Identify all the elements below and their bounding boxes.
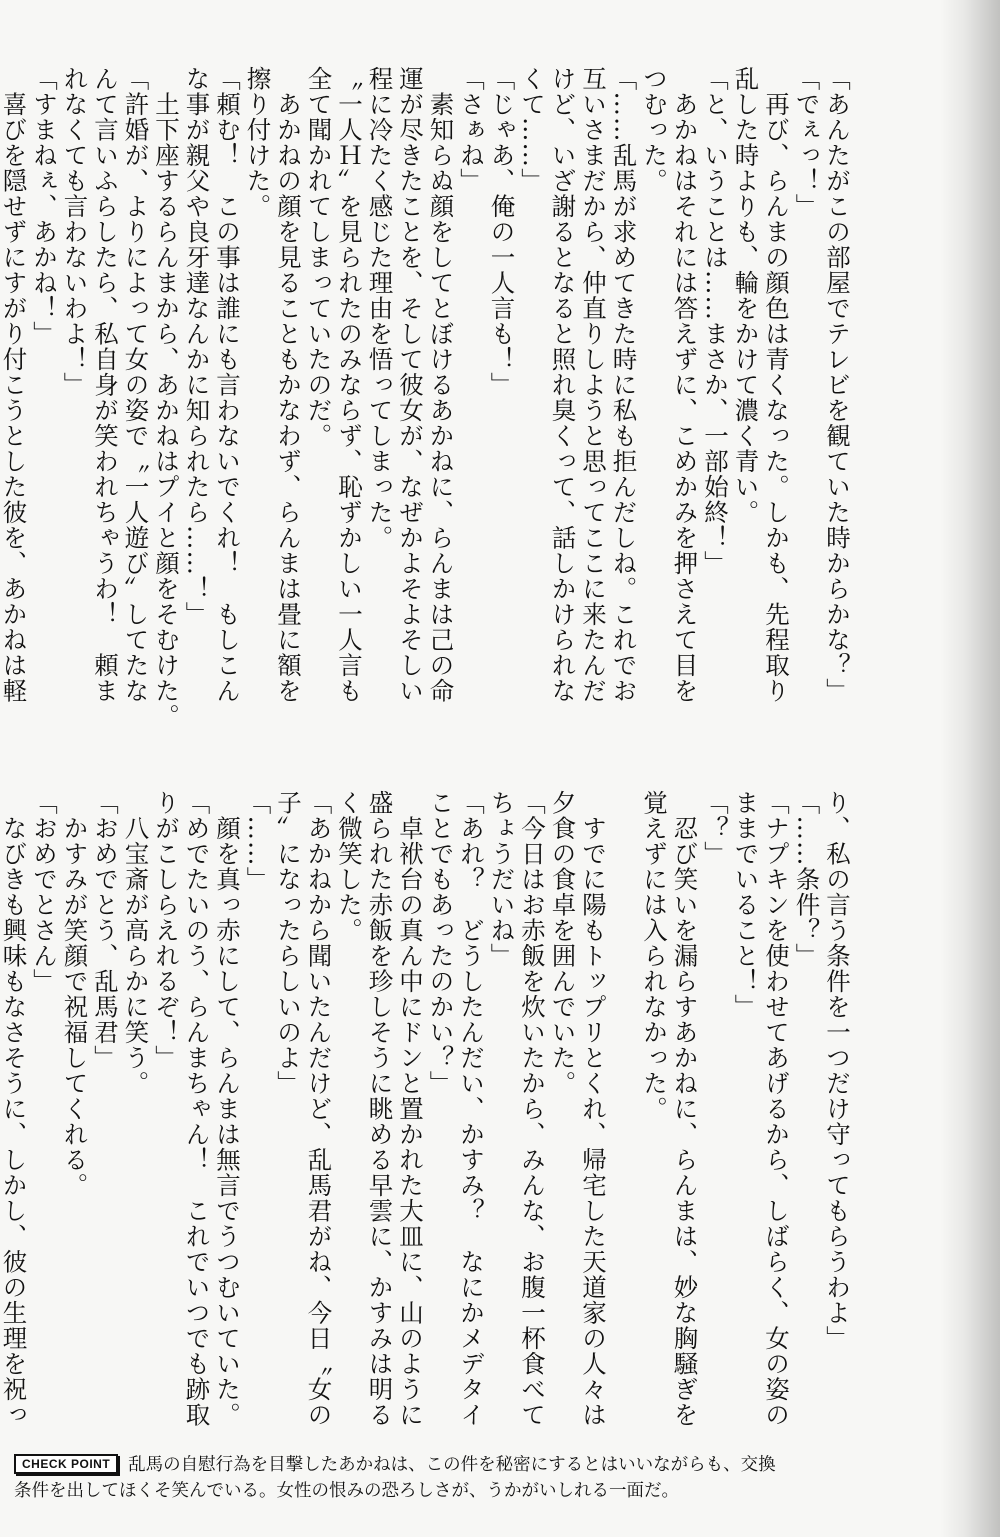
text-line: あかねはそれには答えずに、こめかみを押さえて目を [670, 66, 700, 704]
text-line: ことでもあったのかい？」 [426, 790, 456, 1096]
text-line: りがこしらえれるぞ！」 [152, 790, 181, 1071]
text-line: 「あかねから聞いたんだけど、乱馬君がね、今日〝女の [304, 790, 334, 1428]
text-line: 素知らぬ顔をしてとぼけるあかねに、らんまは己の命 [426, 66, 456, 704]
text-line: 土下座するらんまから、あかねはプイと顔をそむけた。 [152, 66, 181, 729]
text-line: つむった。 [640, 66, 669, 194]
text-line: 「頼む！ この事は誰にも言わないでくれ！ もしこん [213, 66, 242, 704]
text-line: 「？」 [701, 790, 730, 867]
text-line: 覚えずには入られなかった。 [640, 790, 669, 1122]
text-line: あかねの顔を見ることもかなわず、らんまは畳に額を [274, 66, 303, 704]
text-line: 「すまねぇ、あかね！」 [30, 66, 59, 347]
check-point-text-line: 乱馬の自慰行為を目撃したあかねは、この件を秘密にするとはいいながらも、交換 [128, 1455, 776, 1475]
text-line: ままでいること！」 [731, 790, 761, 1020]
check-point-text-line: 条件を出してほくそ笑んでいる。女性の恨みの恐ろしさが、うかがいしれる一面だ。 [14, 1481, 679, 1501]
text-line: 「さぁね」 [457, 66, 486, 194]
text-line: けど、いざ謝るとなると照れ臭くって、話しかけられな [548, 66, 578, 704]
check-point-badge: CHECK POINT [14, 1454, 118, 1474]
text-line: 「あんたがこの部屋でテレビを観ていた時からかな？」 [823, 66, 852, 704]
text-line: 子〟になったらしいのよ」 [274, 790, 303, 1096]
text-line: 「めでたいのう、らんまちゃん！ これでいつでも跡取 [182, 790, 212, 1428]
text-line: 忍び笑いを漏らすあかねに、らんまは、妙な胸騒ぎを [670, 790, 700, 1428]
text-line: 「今日はお赤飯を炊いたから、みんな、お腹一杯食べて [518, 790, 547, 1428]
text-line: 「じゃあ、俺の一人言も！」 [487, 66, 517, 398]
text-line: な事が親父や良牙達なんかに知られたら……！」 [182, 66, 212, 627]
text-line: 「……乱馬が求めてきた時に私も拒んだしね。これでお [609, 66, 639, 704]
text-line: くて……」 [518, 66, 547, 194]
page-edge-shadow [940, 0, 1000, 1537]
text-line: かすみが笑顔で祝福してくれる。 [60, 790, 90, 1198]
text-line: 夕食の食卓を囲んでいた。 [548, 790, 578, 1096]
text-line: 「でぇっ！」 [792, 66, 822, 219]
text-line: なびきも興味もなさそうに、しかし、彼の生理を祝っ [0, 790, 29, 1428]
check-point-note [14, 1452, 974, 1504]
text-line: 盛られた赤飯を珍しそうに眺める早雲に、かすみは明る [365, 790, 395, 1428]
text-line: 八宝斎が高らかに笑う。 [121, 790, 151, 1096]
text-line: 「あれ？ どうしたんだい、かすみ？ なにかメデタイ [457, 790, 486, 1428]
text-line: 「許婚が、よりによって女の姿で〝一人遊び〟してたな [121, 66, 151, 704]
text-line: れなくても言わないわよ！」 [60, 66, 90, 398]
text-line: 擦り付けた。 [243, 66, 273, 219]
text-line: 「おめでとう、乱馬君」 [91, 790, 120, 1071]
text-line: ちょうだいね」 [487, 790, 517, 969]
text-line: 顔を真っ赤にして、らんまは無言でうつむいていた。 [213, 790, 242, 1428]
text-line: 再び、らんまの顔色は青くなった。しかも、先程取り [762, 66, 791, 704]
text-block-bottom [0, 790, 852, 1440]
text-block-top [0, 66, 852, 729]
text-line: 全て聞かれてしまっていたのだ。 [304, 66, 334, 449]
text-line: 程に冷たく感じた理由を悟ってしまった。 [365, 66, 395, 551]
text-line [608, 790, 639, 1440]
text-line: んて言いふらしたら、私自身が笑われちゃうわ！ 頼ま [91, 66, 120, 704]
text-line: 「おめでとさん」 [30, 790, 59, 994]
text-line: すでに陽もトップリとくれ、帰宅した天道家の人々は [579, 790, 608, 1428]
text-line: 「……」 [243, 790, 273, 892]
text-line: く微笑した。 [335, 790, 364, 943]
text-line: 「と、いうことは……まさか、一部始終！」 [701, 66, 730, 576]
text-line: 乱した時よりも、輪をかけて濃く青い。 [731, 66, 761, 525]
text-line: り、私の言う条件を一つだけ守ってもらうわよ」 [823, 790, 852, 1351]
text-line: 運が尽きたことを、そして彼女が、なぜかよそよそしい [396, 66, 425, 704]
text-line: 「……条件？」 [792, 790, 822, 969]
text-line: 〝一人Ｈ〟を見られたのみならず、恥ずかしい一人言も [335, 66, 364, 704]
text-line: 互いさまだから、仲直りしようと思ってここに来たんだ [579, 66, 608, 704]
text-line: 喜びを隠せずにすがり付こうとした彼を、あかねは軽 [0, 66, 29, 704]
text-line: 「ナプキンを使わせてあげるから、しばらく、女の姿の [762, 790, 791, 1428]
text-line: 卓袱台の真ん中にドンと置かれた大皿に、山のように [396, 790, 425, 1428]
